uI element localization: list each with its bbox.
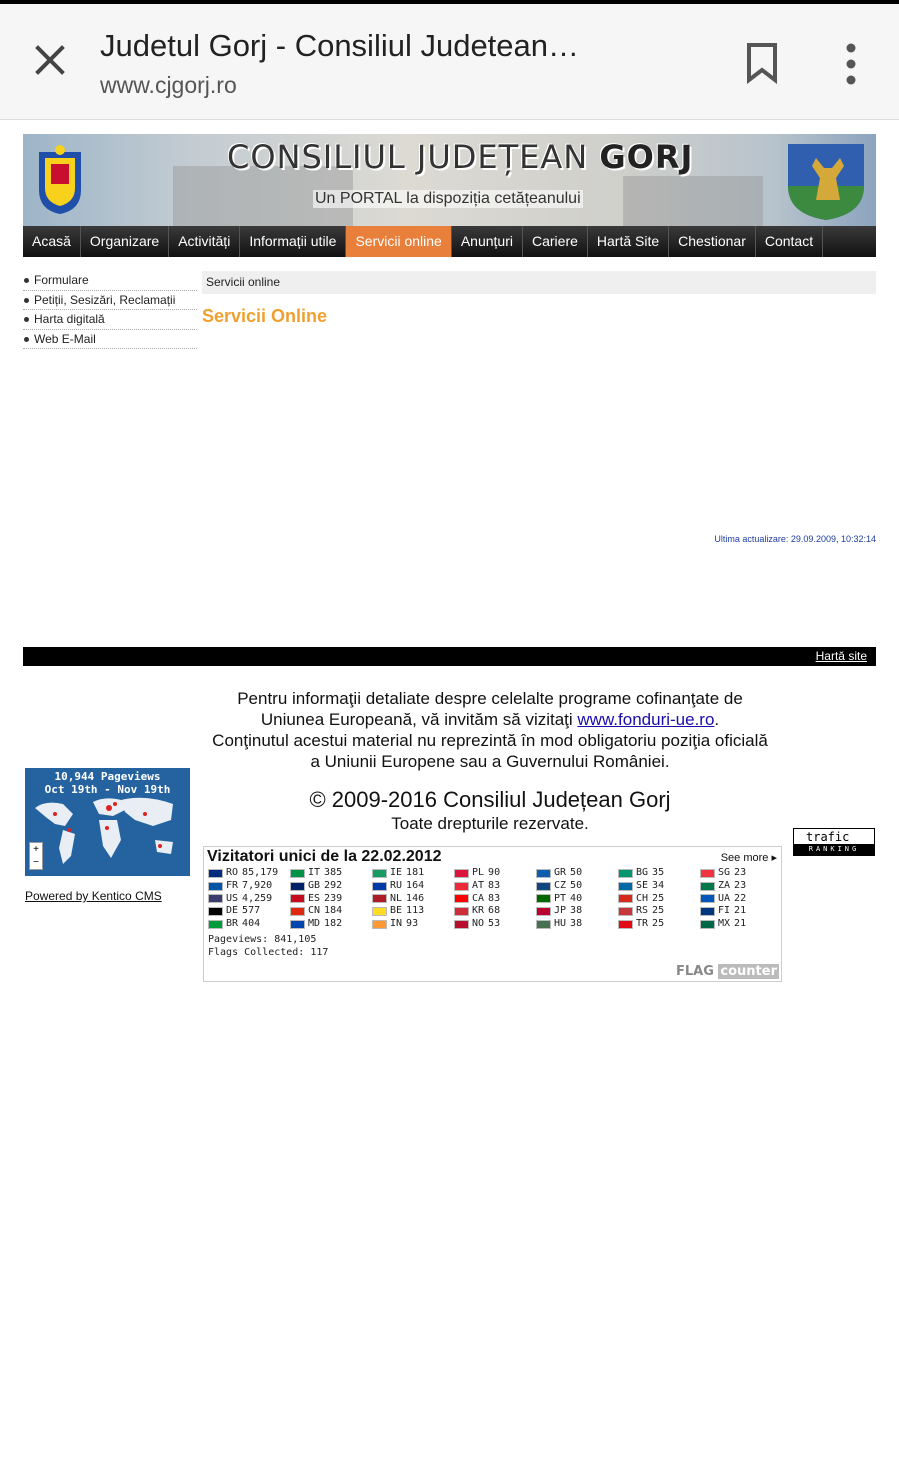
breadcrumb: Servicii online	[202, 271, 876, 294]
pageviews-map-widget[interactable]	[25, 768, 190, 876]
flag-entry: US 4,259	[208, 893, 290, 906]
country-flag-icon	[290, 882, 305, 891]
flag-entry: MX 21	[700, 918, 782, 931]
country-flag-icon	[536, 920, 551, 929]
country-flag-icon	[208, 869, 223, 878]
country-flag-icon	[454, 907, 469, 916]
flag-entry: CH 25	[618, 893, 700, 906]
country-flag-icon	[290, 920, 305, 929]
country-flag-icon	[618, 907, 633, 916]
close-icon[interactable]	[30, 40, 70, 80]
banner-slogan: Un PORTAL la dispoziția cetățeanului	[315, 190, 581, 207]
flag-entry: FR 7,920	[208, 880, 290, 893]
country-flag-icon	[536, 869, 551, 878]
map-zoom-control[interactable]: + −	[29, 842, 43, 870]
sidebar	[23, 271, 197, 349]
flag-entry: IE 181	[372, 867, 454, 880]
country-flag-icon	[536, 894, 551, 903]
country-flag-icon	[208, 907, 223, 916]
country-flag-icon	[700, 894, 715, 903]
country-flag-icon	[454, 894, 469, 903]
banner-title: CONSILIUL JUDEȚEAN GORJ	[227, 138, 694, 176]
flag-entry: PL 90	[454, 867, 536, 880]
country-flag-icon	[700, 920, 715, 929]
flag-entry: IT 385	[290, 867, 372, 880]
nav-item-anunturi[interactable]: Anunțuri	[452, 226, 523, 257]
flag-entry: NL 146	[372, 893, 454, 906]
flag-entry: CN 184	[290, 905, 372, 918]
flag-entry: GR 50	[536, 867, 618, 880]
flag-entry: KR 68	[454, 905, 536, 918]
flag-entry: CZ 50	[536, 880, 618, 893]
flag-entry: FI 21	[700, 905, 782, 918]
browser-toolbar	[0, 4, 899, 120]
footer-bar	[23, 647, 876, 666]
rights-text: Toate drepturile rezervate.	[391, 814, 589, 833]
flag-entry: BE 113	[372, 905, 454, 918]
nav-item-informatii-utile[interactable]: Informații utile	[240, 226, 346, 257]
flag-entry: UA 22	[700, 893, 782, 906]
nav-item-servicii-online[interactable]: Servicii online	[346, 226, 451, 257]
country-flag-icon	[290, 894, 305, 903]
fonduri-ue-link[interactable]: www.fonduri-ue.ro	[577, 710, 715, 729]
flag-entry: SG 23	[700, 867, 782, 880]
country-flag-icon	[372, 920, 387, 929]
flag-entry: JP 38	[536, 905, 618, 918]
flag-entry: CA 83	[454, 893, 536, 906]
trafic-ranking-badge[interactable]: trafic RANKING	[793, 828, 875, 856]
nav-item-acasa[interactable]: Acasă	[23, 226, 81, 257]
nav-item-activitati[interactable]: Activități	[169, 226, 240, 257]
country-flag-icon	[290, 907, 305, 916]
country-flag-icon	[372, 882, 387, 891]
flag-entry: SE 34	[618, 880, 700, 893]
country-flag-icon	[700, 907, 715, 916]
main-nav	[23, 226, 876, 257]
flag-counter-grid	[208, 867, 782, 931]
country-flag-icon	[372, 894, 387, 903]
pageviews-text: 10,944 Pageviews Oct 19th - Nov 19th	[44, 770, 171, 796]
last-update: Ultima actualizare: 29.09.2009, 10:32:14	[714, 534, 876, 544]
sidebar-item-harta-digitala[interactable]: Harta digitală	[23, 310, 197, 330]
content-heading: Servicii Online	[202, 306, 328, 326]
flag-counter-title: Vizitatori unici de la 22.02.2012	[207, 848, 442, 865]
flag-entry: NO 53	[454, 918, 536, 931]
flag-entry: ZA 23	[700, 880, 782, 893]
country-flag-icon	[372, 869, 387, 878]
flag-entry: BR 404	[208, 918, 290, 931]
country-flag-icon	[618, 869, 633, 878]
country-flag-icon	[618, 894, 633, 903]
flag-entry: RS 25	[618, 905, 700, 918]
country-flag-icon	[536, 907, 551, 916]
country-flag-icon	[208, 920, 223, 929]
flag-entry: RU 164	[372, 880, 454, 893]
nav-item-organizare[interactable]: Organizare	[81, 226, 169, 257]
page-url[interactable]: www.cjgorj.ro	[100, 72, 237, 98]
sidebar-item-web-email[interactable]: Web E-Mail	[23, 330, 197, 350]
romania-coat-of-arms-icon	[33, 142, 87, 216]
nav-item-harta-site[interactable]: Hartă Site	[588, 226, 669, 257]
more-vert-icon[interactable]	[838, 42, 864, 86]
copyright: © 2009-2016 Consiliul Județean Gorj	[309, 787, 671, 812]
country-flag-icon	[618, 882, 633, 891]
nav-item-cariere[interactable]: Cariere	[523, 226, 588, 257]
country-flag-icon	[290, 869, 305, 878]
nav-item-contact[interactable]: Contact	[756, 226, 823, 257]
country-flag-icon	[454, 920, 469, 929]
flag-counter-widget[interactable]	[203, 846, 782, 982]
site-banner[interactable]	[23, 134, 876, 226]
flag-entry: BG 35	[618, 867, 700, 880]
kentico-link[interactable]: Powered by Kentico CMS	[25, 889, 162, 903]
country-flag-icon	[208, 894, 223, 903]
page-title: Judetul Gorj - Consiliul Judetean…	[100, 28, 580, 63]
flag-entry: MD 182	[290, 918, 372, 931]
flag-entry: DE 577	[208, 905, 290, 918]
flag-entry: ES 239	[290, 893, 372, 906]
country-flag-icon	[208, 882, 223, 891]
nav-item-chestionar[interactable]: Chestionar	[669, 226, 756, 257]
sitemap-link[interactable]: Hartă site	[815, 649, 867, 663]
gorj-coat-of-arms-icon	[786, 140, 866, 222]
country-flag-icon	[618, 920, 633, 929]
flag-counter-logo: FLAG counter	[675, 964, 777, 979]
flag-entry: RO 85,179	[208, 867, 290, 880]
country-flag-icon	[700, 882, 715, 891]
sidebar-item-petitii[interactable]: Petiții, Sesizări, Reclamații	[23, 291, 197, 311]
flag-entry: HU 38	[536, 918, 618, 931]
country-flag-icon	[454, 869, 469, 878]
flag-counter-stats: Pageviews: 841,105 Flags Collected: 117	[208, 934, 329, 958]
country-flag-icon	[536, 882, 551, 891]
country-flag-icon	[372, 907, 387, 916]
country-flag-icon	[454, 882, 469, 891]
sidebar-item-formulare[interactable]: Formulare	[23, 271, 197, 291]
country-flag-icon	[700, 869, 715, 878]
flag-entry: AT 83	[454, 880, 536, 893]
flag-entry: IN 93	[372, 918, 454, 931]
eu-disclaimer: Pentru informaţii detaliate despre celelalte programe cofinanţate de Uniunea Europeană, vă invităm să vizitaţi www.fonduri-ue.ro. Conţinutul acestui material nu reprezintă în mod obligatoriu poziţia oficială a Uniunii Europene sau a Guvernului României.	[212, 689, 768, 771]
flag-entry: PT 40	[536, 893, 618, 906]
see-more-link[interactable]: See more ▸	[720, 852, 777, 864]
bookmark-icon[interactable]	[744, 42, 780, 84]
banner-building-shape	[623, 176, 763, 226]
flag-entry: TR 25	[618, 918, 700, 931]
flag-entry: GB 292	[290, 880, 372, 893]
